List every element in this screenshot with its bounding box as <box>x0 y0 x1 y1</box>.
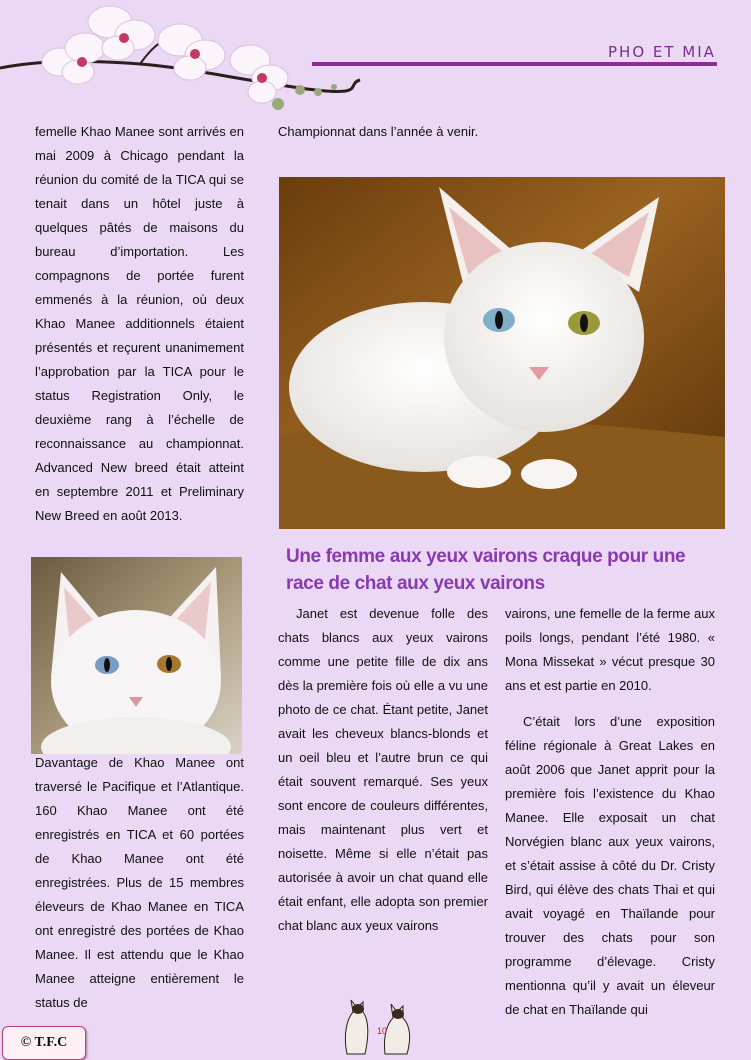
column-2-top-text <box>278 120 487 144</box>
column-2-text <box>278 602 488 938</box>
page-number: 10 <box>377 1026 388 1036</box>
column-3-text <box>505 602 715 1022</box>
paragraph: Championnat dans l’année à venir. <box>278 124 479 139</box>
article-heading: Une femme aux yeux vairons craque pour une race de chat aux yeux vairons <box>286 546 686 594</box>
paragraph: C’était lors d’une exposition féline régionale à Great Lakes en août 2006 que Janet apprit pour la première fois l’existence du Khao Manee. Elle exposait un chat Norvégien blanc aux yeux vairons, et s’était assise à côté du Dr. Cristy Bird, qui élève des chats Thai et qui avait voyagé en Thaïlande pour trouver des chats pour son programme d’élevage. Cristy mentionna qu’il y avait un éleveur de chat en Thaïlande qui <box>505 714 715 1017</box>
siamese-cats-footer-illustration <box>333 994 429 1056</box>
copyright-badge: © T.F.C <box>2 1026 86 1060</box>
paragraph: femelle Khao Manee sont arrivés en mai 2009 à Chicago pendant la réunion du comité de la TICA qui se tenait dans un hôtel juste à quelques pâtés de maisons du bureau d’importation. Les compagnons de portée furent emmenés à la réunion, où deux Khao Manee additionnels étaient présentés et reçurent unanimement l’approbation par la TICA pour le status Registration Only, le deuxième rang à l’échelle de reconnaissance au championnat. Advanced New breed était atteint en septembre 2011 et Preliminary New Breed en août 2013. <box>35 124 244 523</box>
paragraph: Janet est devenue folle des chats blancs aux yeux vairons comme une petite fille de dix ans dès la première fois où elle a vu une photo de ce chat. Étant petite, Janet avait les cheveux blancs-blonds et un oeil bleu et l’autre brun ce qui était souvent remarqué. Ses yeux sont encore de couleurs différentes, mais maintenant plus vert et noisette. Même si elle n’était pas autorisée à avoir un chat quand elle était enfant, elle adopta son premier chat blanc aux yeux vairons <box>278 606 488 933</box>
column-1-continued-text <box>35 751 244 1015</box>
orchid-branch-decoration <box>0 0 365 115</box>
header-rule <box>312 62 717 66</box>
magazine-brand-title: PHO ET MIA <box>608 43 716 61</box>
paragraph: vairons, une femelle de la ferme aux poils longs, pendant l’été 1980. « Mona Missekat » vécut presque 30 ans et est partie en 2010. <box>505 606 715 693</box>
column-1-text <box>35 120 244 528</box>
paragraph: Davantage de Khao Manee ont traversé le Pacifique et l’Atlantique. 160 Khao Manee ont été enregistrés en TICA et 60 portées de Khao Manee ont été enregistrées. Plus de 15 membres éleveurs de Khao Manee en TICA ont enregistré des portées de Khao Manee. Il est attendu que le Khao Manee atteigne entièrement le status de <box>35 755 244 1010</box>
white-cat-portrait-photo <box>31 557 242 754</box>
white-cat-on-brown-cloth-photo <box>279 177 725 529</box>
